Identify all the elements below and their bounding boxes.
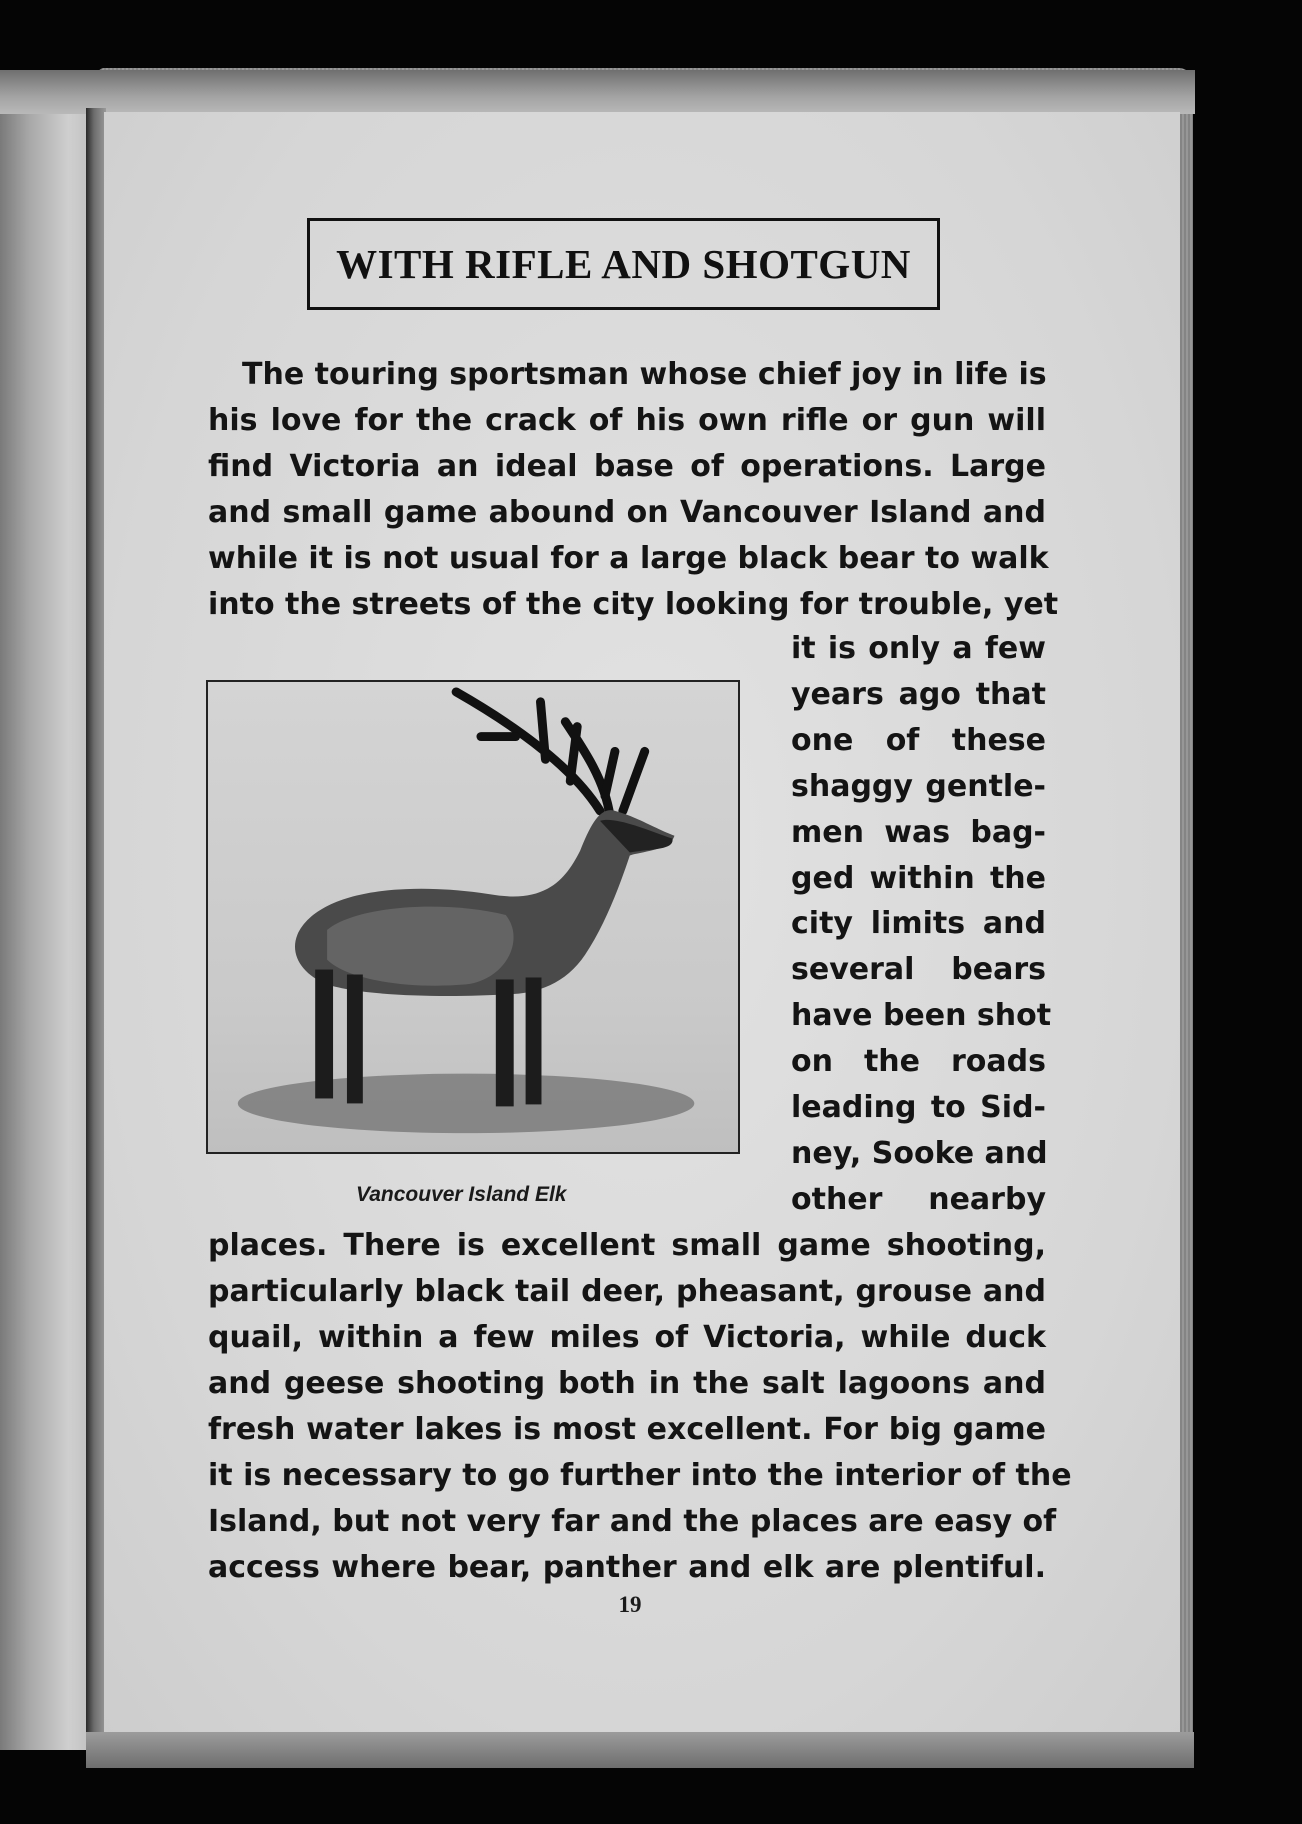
text-line: particularly black tail deer, pheasant, grouse and [208,1274,1046,1309]
text-line: men was bag- [791,814,1046,850]
text-line: and geese shooting both in the salt lagoons and [208,1366,1046,1401]
text-line: other nearby [791,1181,1046,1217]
text-line: it is necessary to go further into the interior of the [208,1458,1072,1493]
text-line: his love for the crack of his own rifle or gun will [208,403,1046,438]
elk-illustration [208,682,738,1152]
title-box [307,218,940,310]
text-line: find Victoria an ideal base of operations. Large [208,449,1046,484]
text-line: quail, within a few miles of Victoria, while duck [208,1320,1046,1355]
page-top-edge [0,70,1195,114]
previous-page-edge [0,110,98,1750]
text-line: it is only a few [791,631,1046,666]
paragraph-beside-photo [791,626,1052,1223]
text-line: ged within the [791,860,1046,896]
elk-photo [206,680,740,1154]
text-line: years ago that [791,676,1046,712]
paragraph-top [208,352,1059,628]
text-line: fresh water lakes is most excellent. For big game [208,1412,1046,1447]
text-line: Island, but not very far and the places are easy of [208,1504,1057,1539]
text-line: The touring sportsman whose chief joy in life is [242,357,1047,392]
text-line: several bears [791,952,1046,988]
text-line: and small game abound on Vancouver Island and [208,495,1046,530]
text-line: city limits and [791,906,1046,942]
page-number: 19 [618,1592,642,1617]
paragraph-bottom [208,1223,1072,1591]
text-line: leading to Sid- [791,1090,1046,1126]
text-line: on the roads [791,1044,1046,1080]
text-line: one of these [791,722,1046,758]
text-line: while it is not usual for a large black bear to walk [208,541,1049,576]
text-line: places. There is excellent small game shooting, [208,1228,1046,1263]
book-gutter [86,108,106,1754]
text-line: access where bear, panther and elk are plentiful. [208,1550,1046,1585]
photo-caption: Vancouver Island Elk [356,1183,567,1206]
text-line: shaggy gentle- [791,768,1046,804]
text-line: into the streets of the city looking for trouble, yet [208,587,1059,622]
text-line: ney, Sooke and [791,1135,1048,1171]
page-bottom-edge [86,1732,1194,1768]
page-title: WITH RIFLE AND SHOTGUN [336,241,911,287]
text-line: have been shot [791,998,1052,1034]
